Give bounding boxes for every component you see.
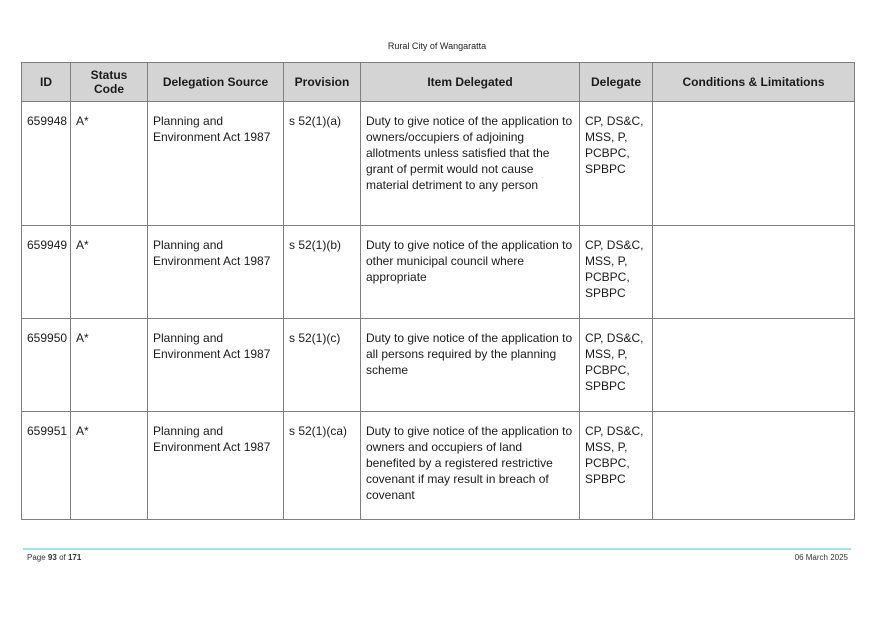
cell-delegate: CP, DS&C, MSS, P, PCBPC, SPBPC bbox=[580, 412, 653, 520]
cell-delegation-source: Planning and Environment Act 1987 bbox=[148, 102, 284, 226]
cell-status-code: A* bbox=[71, 102, 148, 226]
cell-provision: s 52(1)(c) bbox=[284, 319, 361, 412]
cell-conditions bbox=[653, 412, 855, 520]
column-header-status-code: Status Code bbox=[71, 63, 148, 102]
cell-provision: s 52(1)(ca) bbox=[284, 412, 361, 520]
cell-provision: s 52(1)(b) bbox=[284, 226, 361, 319]
table-header-row bbox=[22, 63, 855, 102]
cell-id: 659951 bbox=[22, 412, 71, 520]
column-header-item-delegated: Item Delegated bbox=[361, 63, 580, 102]
cell-item-delegated: Duty to give notice of the application to owners/occupiers of adjoining allotments unless satisfied that the grant of permit would not cause material detriment to any person bbox=[361, 102, 580, 226]
cell-delegation-source: Planning and Environment Act 1987 bbox=[148, 412, 284, 520]
cell-delegate: CP, DS&C, MSS, P, PCBPC, SPBPC bbox=[580, 102, 653, 226]
cell-id: 659949 bbox=[22, 226, 71, 319]
cell-id: 659950 bbox=[22, 319, 71, 412]
column-header-delegate: Delegate bbox=[580, 63, 653, 102]
footer-divider bbox=[23, 548, 851, 550]
page-prefix: Page bbox=[27, 553, 46, 562]
cell-conditions bbox=[653, 319, 855, 412]
document-date: 06 March 2025 bbox=[794, 553, 848, 562]
cell-status-code: A* bbox=[71, 319, 148, 412]
table-row bbox=[22, 102, 855, 226]
column-header-id: ID bbox=[22, 63, 71, 102]
table-row bbox=[22, 412, 855, 520]
cell-item-delegated: Duty to give notice of the application to all persons required by the planning scheme bbox=[361, 319, 580, 412]
cell-status-code: A* bbox=[71, 412, 148, 520]
page-total: 171 bbox=[67, 553, 82, 562]
cell-delegation-source: Planning and Environment Act 1987 bbox=[148, 319, 284, 412]
cell-item-delegated: Duty to give notice of the application to owners and occupiers of land benefited by a registered restrictive covenant if may result in breach of covenant bbox=[361, 412, 580, 520]
column-header-delegation-source: Delegation Source bbox=[148, 63, 284, 102]
cell-delegation-source: Planning and Environment Act 1987 bbox=[148, 226, 284, 319]
cell-delegate: CP, DS&C, MSS, P, PCBPC, SPBPC bbox=[580, 319, 653, 412]
page-current: 93 bbox=[47, 553, 57, 562]
cell-conditions bbox=[653, 226, 855, 319]
page-number bbox=[27, 553, 81, 562]
cell-conditions bbox=[653, 102, 855, 226]
cell-status-code: A* bbox=[71, 226, 148, 319]
column-header-conditions: Conditions & Limitations bbox=[653, 63, 855, 102]
cell-item-delegated: Duty to give notice of the application to other municipal council where appropriate bbox=[361, 226, 580, 319]
cell-id: 659948 bbox=[22, 102, 71, 226]
document-header: Rural City of Wangaratta bbox=[387, 41, 487, 51]
table-row bbox=[22, 319, 855, 412]
cell-provision: s 52(1)(a) bbox=[284, 102, 361, 226]
page-of: of bbox=[59, 553, 66, 562]
delegation-table bbox=[21, 62, 855, 520]
cell-delegate: CP, DS&C, MSS, P, PCBPC, SPBPC bbox=[580, 226, 653, 319]
column-header-provision: Provision bbox=[284, 63, 361, 102]
table-row bbox=[22, 226, 855, 319]
